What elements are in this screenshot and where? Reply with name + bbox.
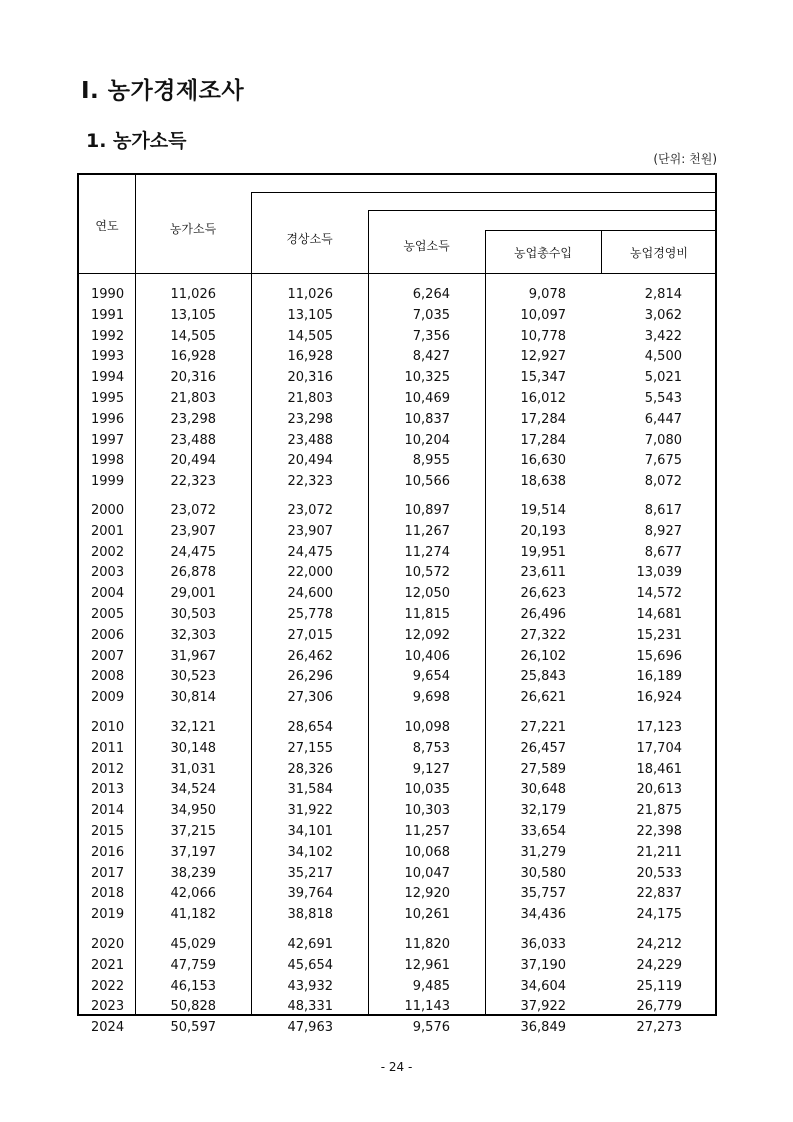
cell-agri-income: 10,047 — [404, 865, 450, 881]
cell-agri-revenue: 19,951 — [520, 544, 566, 560]
cell-year: 2022 — [91, 978, 125, 994]
cell-ordinary-income: 26,462 — [287, 648, 333, 664]
header-ordinary-income: 경상소득 — [286, 232, 333, 246]
table-row — [79, 956, 715, 975]
cell-agri-revenue: 27,589 — [520, 761, 566, 777]
cell-ordinary-income: 21,803 — [287, 391, 333, 406]
table-row — [79, 935, 715, 954]
cell-agri-expense: 16,189 — [636, 669, 682, 685]
cell-agri-expense: 16,924 — [636, 690, 682, 706]
header-farm-income: 농가소득 — [169, 222, 217, 236]
cell-agri-revenue: 10,097 — [520, 307, 566, 323]
header-agri-income: 농업소득 — [403, 239, 450, 253]
cell-agri-expense: 7,675 — [644, 453, 682, 469]
cell-agri-income: 10,303 — [404, 803, 450, 819]
cell-year: 2009 — [91, 690, 125, 706]
cell-agri-income: 9,576 — [412, 1020, 450, 1036]
cell-agri-expense: 26,779 — [636, 999, 682, 1015]
cell-ordinary-income: 45,654 — [287, 957, 333, 973]
cell-agri-income: 8,427 — [412, 349, 450, 365]
cell-year: 1996 — [91, 411, 125, 427]
cell-year: 1993 — [91, 349, 125, 365]
cell-ordinary-income: 28,326 — [287, 761, 333, 777]
cell-agri-income: 9,485 — [412, 978, 450, 994]
cell-farm-income: 16,928 — [170, 349, 216, 365]
cell-ordinary-income: 22,000 — [287, 565, 333, 581]
cell-agri-income: 10,469 — [404, 391, 450, 406]
header-agri-revenue: 농업총수입 — [514, 246, 572, 260]
table-row — [79, 626, 715, 645]
cell-year: 2002 — [91, 544, 125, 560]
cell-agri-expense: 3,422 — [644, 328, 682, 344]
cell-ordinary-income: 16,928 — [287, 349, 333, 365]
cell-farm-income: 30,814 — [170, 690, 216, 706]
table-row — [79, 801, 715, 820]
cell-ordinary-income: 25,778 — [287, 607, 333, 622]
cell-year: 2021 — [91, 957, 125, 973]
table-row — [79, 843, 715, 862]
cell-farm-income: 26,878 — [170, 565, 216, 581]
cell-agri-expense: 25,119 — [636, 978, 682, 994]
cell-farm-income: 30,523 — [170, 669, 216, 685]
cell-agri-revenue: 15,347 — [520, 370, 566, 386]
cell-agri-income: 10,098 — [404, 720, 450, 735]
table-row — [79, 306, 715, 325]
table-row — [79, 368, 715, 387]
header-divider — [251, 192, 715, 193]
cell-agri-revenue: 37,922 — [520, 999, 566, 1015]
cell-ordinary-income: 23,072 — [287, 503, 333, 518]
cell-farm-income: 37,215 — [170, 824, 216, 839]
cell-year: 2010 — [91, 720, 125, 735]
cell-farm-income: 31,967 — [170, 648, 216, 664]
cell-agri-revenue: 16,630 — [520, 453, 566, 469]
cell-agri-income: 8,753 — [412, 740, 450, 756]
cell-agri-income: 10,035 — [404, 782, 450, 798]
cell-agri-revenue: 10,778 — [520, 328, 566, 344]
cell-agri-revenue: 17,284 — [520, 432, 566, 448]
cell-agri-revenue: 34,604 — [520, 978, 566, 994]
cell-agri-expense: 14,572 — [636, 586, 682, 602]
table-row — [79, 472, 715, 491]
cell-ordinary-income: 22,323 — [287, 474, 333, 490]
cell-farm-income: 29,001 — [170, 586, 216, 602]
cell-year: 2017 — [91, 865, 125, 881]
cell-agri-expense: 24,229 — [636, 957, 682, 973]
cell-farm-income: 46,153 — [170, 978, 216, 994]
cell-ordinary-income: 47,963 — [287, 1020, 333, 1036]
cell-ordinary-income: 39,764 — [287, 886, 333, 902]
cell-farm-income: 50,828 — [170, 999, 216, 1015]
cell-agri-income: 10,261 — [404, 907, 450, 923]
table-row — [79, 389, 715, 408]
cell-agri-expense: 13,039 — [636, 565, 682, 581]
cell-agri-income: 10,897 — [404, 503, 450, 518]
cell-agri-revenue: 27,322 — [520, 627, 566, 643]
cell-farm-income: 41,182 — [170, 907, 216, 923]
table-row — [79, 739, 715, 758]
cell-agri-income: 11,820 — [404, 937, 450, 952]
cell-agri-revenue: 30,648 — [520, 782, 566, 798]
cell-farm-income: 23,072 — [170, 503, 216, 518]
cell-ordinary-income: 35,217 — [287, 865, 333, 881]
cell-year: 1995 — [91, 391, 125, 406]
cell-agri-income: 9,127 — [412, 761, 450, 777]
cell-year: 2015 — [91, 824, 125, 839]
cell-agri-expense: 7,080 — [644, 432, 682, 448]
cell-agri-revenue: 17,284 — [520, 411, 566, 427]
table-row — [79, 410, 715, 429]
table-row — [79, 522, 715, 541]
cell-agri-income: 11,267 — [404, 523, 450, 539]
cell-year: 2001 — [91, 523, 125, 539]
cell-agri-expense: 5,021 — [644, 370, 682, 386]
table-row — [79, 647, 715, 666]
cell-agri-revenue: 26,457 — [520, 740, 566, 756]
cell-farm-income: 20,316 — [170, 370, 216, 386]
cell-farm-income: 23,298 — [170, 411, 216, 427]
cell-ordinary-income: 23,488 — [287, 432, 333, 448]
cell-agri-expense: 15,696 — [636, 648, 682, 664]
cell-year: 1999 — [91, 474, 125, 490]
cell-agri-revenue: 32,179 — [520, 803, 566, 819]
table-row — [79, 451, 715, 470]
cell-agri-revenue: 26,621 — [520, 690, 566, 706]
cell-farm-income: 32,303 — [170, 627, 216, 643]
cell-ordinary-income: 23,298 — [287, 411, 333, 427]
table-row — [79, 780, 715, 799]
header-year: 연도 — [95, 219, 119, 233]
cell-agri-income: 9,698 — [412, 690, 450, 706]
cell-agri-expense: 20,613 — [636, 782, 682, 798]
cell-agri-revenue: 26,496 — [520, 607, 566, 622]
header-divider — [485, 230, 715, 231]
cell-agri-revenue: 36,849 — [520, 1020, 566, 1036]
cell-year: 1991 — [91, 307, 125, 323]
cell-year: 2008 — [91, 669, 125, 685]
table-row — [79, 997, 715, 1016]
cell-agri-revenue: 26,102 — [520, 648, 566, 664]
cell-agri-income: 10,566 — [404, 474, 450, 490]
cell-agri-expense: 17,704 — [636, 740, 682, 756]
cell-ordinary-income: 28,654 — [287, 720, 333, 735]
table-row — [79, 501, 715, 520]
cell-agri-expense: 6,447 — [644, 411, 682, 427]
cell-agri-revenue: 37,190 — [520, 957, 566, 973]
cell-ordinary-income: 43,932 — [287, 978, 333, 994]
cell-ordinary-income: 11,026 — [287, 287, 333, 302]
cell-agri-income: 6,264 — [412, 287, 450, 302]
cell-farm-income: 32,121 — [170, 720, 216, 735]
cell-ordinary-income: 34,102 — [287, 844, 333, 860]
cell-agri-income: 12,050 — [404, 586, 450, 602]
table-row — [79, 718, 715, 737]
cell-agri-revenue: 9,078 — [528, 287, 566, 302]
cell-ordinary-income: 26,296 — [287, 669, 333, 685]
cell-agri-revenue: 16,012 — [520, 391, 566, 406]
cell-ordinary-income: 13,105 — [287, 307, 333, 323]
cell-year: 2004 — [91, 586, 125, 602]
cell-agri-revenue: 31,279 — [520, 844, 566, 860]
header-agri-expense: 농업경영비 — [630, 246, 688, 260]
header-divider — [368, 210, 715, 211]
cell-year: 2014 — [91, 803, 125, 819]
cell-agri-revenue: 12,927 — [520, 349, 566, 365]
cell-ordinary-income: 24,600 — [287, 586, 333, 602]
cell-agri-revenue: 26,623 — [520, 586, 566, 602]
cell-agri-expense: 14,681 — [636, 607, 682, 622]
cell-agri-expense: 8,072 — [644, 474, 682, 490]
cell-farm-income: 23,488 — [170, 432, 216, 448]
table-row — [79, 1018, 715, 1037]
cell-agri-income: 9,654 — [412, 669, 450, 685]
cell-ordinary-income: 42,691 — [287, 937, 333, 952]
cell-year: 1990 — [91, 287, 125, 302]
cell-farm-income: 38,239 — [170, 865, 216, 881]
table-row — [79, 864, 715, 883]
cell-farm-income: 34,524 — [170, 782, 216, 798]
cell-agri-revenue: 23,611 — [520, 565, 566, 581]
table-row — [79, 285, 715, 304]
cell-farm-income: 31,031 — [170, 761, 216, 777]
cell-farm-income: 50,597 — [170, 1020, 216, 1036]
cell-agri-income: 11,274 — [404, 544, 450, 560]
cell-farm-income: 22,323 — [170, 474, 216, 490]
cell-ordinary-income: 20,494 — [287, 453, 333, 469]
cell-farm-income: 34,950 — [170, 803, 216, 819]
table-row — [79, 543, 715, 562]
cell-agri-expense: 3,062 — [644, 307, 682, 323]
cell-agri-expense: 8,677 — [644, 544, 682, 560]
cell-year: 2016 — [91, 844, 125, 860]
cell-ordinary-income: 34,101 — [287, 824, 333, 839]
table-row — [79, 822, 715, 841]
cell-year: 2005 — [91, 607, 125, 622]
table-row — [79, 347, 715, 366]
cell-agri-expense: 27,273 — [636, 1020, 682, 1036]
cell-agri-revenue: 33,654 — [520, 824, 566, 839]
cell-agri-expense: 4,500 — [644, 349, 682, 365]
cell-year: 2011 — [91, 740, 125, 756]
cell-agri-expense: 20,533 — [636, 865, 682, 881]
cell-agri-expense: 18,461 — [636, 761, 682, 777]
cell-agri-expense: 17,123 — [636, 720, 682, 735]
cell-agri-expense: 24,175 — [636, 907, 682, 923]
cell-agri-expense: 22,837 — [636, 886, 682, 902]
cell-agri-income: 7,356 — [412, 328, 450, 344]
cell-agri-income: 10,068 — [404, 844, 450, 860]
cell-ordinary-income: 24,475 — [287, 544, 333, 560]
cell-year: 2012 — [91, 761, 125, 777]
cell-ordinary-income: 23,907 — [287, 523, 333, 539]
cell-ordinary-income: 48,331 — [287, 999, 333, 1015]
cell-year: 2020 — [91, 937, 125, 952]
table-row — [79, 884, 715, 903]
cell-agri-expense: 2,814 — [644, 287, 682, 302]
cell-agri-expense: 22,398 — [636, 824, 682, 839]
cell-agri-income: 11,815 — [404, 607, 450, 622]
section-heading: Ⅰ. 농가경제조사 — [81, 78, 245, 104]
cell-agri-revenue: 20,193 — [520, 523, 566, 539]
cell-agri-expense: 8,927 — [644, 523, 682, 539]
cell-farm-income: 13,105 — [170, 307, 216, 323]
cell-agri-revenue: 34,436 — [520, 907, 566, 923]
cell-agri-revenue: 25,843 — [520, 669, 566, 685]
cell-agri-expense: 21,211 — [636, 844, 682, 860]
cell-farm-income: 23,907 — [170, 523, 216, 539]
cell-agri-expense: 21,875 — [636, 803, 682, 819]
cell-year: 2000 — [91, 503, 125, 518]
cell-ordinary-income: 27,155 — [287, 740, 333, 756]
cell-farm-income: 47,759 — [170, 957, 216, 973]
table-row — [79, 605, 715, 624]
cell-agri-income: 11,257 — [404, 824, 450, 839]
cell-farm-income: 45,029 — [170, 937, 216, 952]
table-row — [79, 584, 715, 603]
cell-farm-income: 21,803 — [170, 391, 216, 406]
table-row — [79, 977, 715, 996]
cell-agri-expense: 5,543 — [644, 391, 682, 406]
cell-year: 2003 — [91, 565, 125, 581]
header-bottom-rule — [79, 273, 715, 274]
cell-year: 2006 — [91, 627, 125, 643]
cell-agri-revenue: 27,221 — [520, 720, 566, 735]
cell-ordinary-income: 27,015 — [287, 627, 333, 643]
cell-agri-income: 12,961 — [404, 957, 450, 973]
cell-year: 2019 — [91, 907, 125, 923]
cell-year: 1997 — [91, 432, 125, 448]
cell-farm-income: 20,494 — [170, 453, 216, 469]
cell-agri-income: 10,572 — [404, 565, 450, 581]
cell-agri-income: 12,920 — [404, 886, 450, 902]
cell-agri-revenue: 35,757 — [520, 886, 566, 902]
cell-year: 2024 — [91, 1020, 125, 1036]
cell-year: 2013 — [91, 782, 125, 798]
cell-ordinary-income: 31,584 — [287, 782, 333, 798]
page-number: - 24 - — [380, 1060, 413, 1074]
cell-farm-income: 30,503 — [170, 607, 216, 622]
cell-year: 1994 — [91, 370, 125, 386]
farm-income-table — [77, 173, 717, 1036]
cell-agri-revenue: 30,580 — [520, 865, 566, 881]
cell-agri-income: 8,955 — [412, 453, 450, 469]
cell-farm-income: 24,475 — [170, 544, 216, 560]
table-row — [79, 905, 715, 924]
cell-year: 2007 — [91, 648, 125, 664]
unit-note: (단위: 천원) — [653, 152, 717, 166]
table-row — [79, 760, 715, 779]
cell-farm-income: 14,505 — [170, 328, 216, 344]
table-row — [79, 688, 715, 707]
cell-agri-expense: 15,231 — [636, 627, 682, 643]
cell-farm-income: 11,026 — [170, 287, 216, 302]
cell-year: 1998 — [91, 453, 125, 469]
cell-ordinary-income: 27,306 — [287, 690, 333, 706]
cell-agri-income: 10,204 — [404, 432, 450, 448]
cell-farm-income: 30,148 — [170, 740, 216, 756]
cell-ordinary-income: 31,922 — [287, 803, 333, 819]
table-row — [79, 327, 715, 346]
cell-agri-revenue: 19,514 — [520, 503, 566, 518]
cell-ordinary-income: 38,818 — [287, 907, 333, 923]
cell-agri-income: 10,406 — [404, 648, 450, 664]
cell-agri-expense: 8,617 — [644, 503, 682, 518]
cell-ordinary-income: 14,505 — [287, 328, 333, 344]
cell-year: 2023 — [91, 999, 125, 1015]
cell-ordinary-income: 20,316 — [287, 370, 333, 386]
cell-agri-expense: 24,212 — [636, 937, 682, 952]
cell-agri-income: 10,837 — [404, 411, 450, 427]
cell-agri-income: 10,325 — [404, 370, 450, 386]
cell-farm-income: 37,197 — [170, 844, 216, 860]
cell-year: 1992 — [91, 328, 125, 344]
table-row — [79, 563, 715, 582]
cell-agri-income: 12,092 — [404, 627, 450, 643]
cell-agri-revenue: 36,033 — [520, 937, 566, 952]
cell-farm-income: 42,066 — [170, 886, 216, 902]
table-row — [79, 431, 715, 450]
subsection-heading: 1. 농가소득 — [86, 130, 187, 152]
cell-agri-income: 7,035 — [412, 307, 450, 323]
cell-year: 2018 — [91, 886, 125, 902]
cell-agri-income: 11,143 — [404, 999, 450, 1015]
cell-agri-revenue: 18,638 — [520, 474, 566, 490]
table-row — [79, 667, 715, 686]
